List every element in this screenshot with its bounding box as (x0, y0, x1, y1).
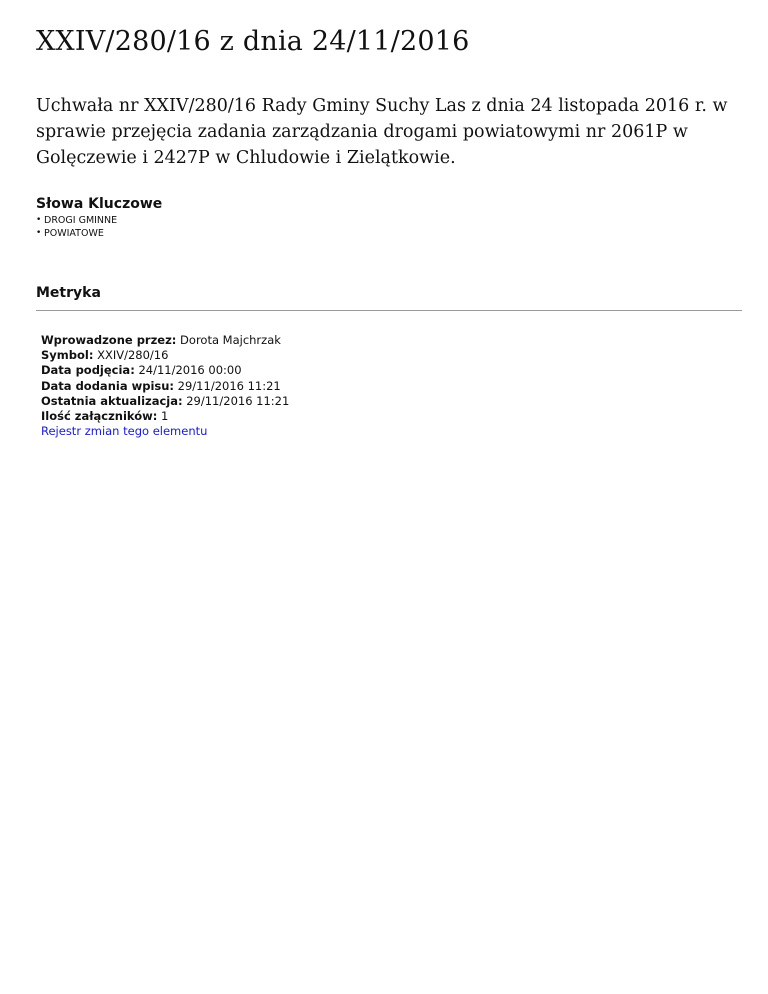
keyword-label: POWIATOWE (44, 228, 104, 239)
keyword-item (36, 214, 117, 227)
document-description: Uchwała nr XXIV/280/16 Rady Gminy Suchy Las z dnia 24 listopada 2016 r. w sprawie przejęcia zadania zarządzania drogami powiatowymi nr 2061P w Golęczewie i 2427P w Chludowie i Zielątkowie. (36, 96, 728, 168)
metadata-row-author (41, 333, 289, 348)
keywords-heading: Słowa Kluczowe (36, 196, 163, 212)
keywords-list (36, 214, 117, 240)
metadata-value: XXIV/280/16 (97, 348, 169, 363)
metadata-heading: Metryka (36, 285, 101, 301)
keyword-item (36, 227, 117, 240)
metadata-divider (36, 310, 742, 311)
metadata-row-adoption-date (41, 363, 289, 378)
metadata-value: Dorota Majchrzak (180, 333, 281, 347)
metadata-row-attachments (41, 409, 289, 424)
metadata-row-added-date (41, 379, 289, 394)
metadata-list (41, 333, 289, 439)
bullet-icon: • (36, 228, 42, 238)
change-history-link[interactable]: Rejestr zmian tego elementu (41, 424, 208, 439)
metadata-value: 29/11/2016 11:21 (186, 393, 290, 408)
metadata-value: 29/11/2016 11:21 (177, 378, 281, 393)
keyword-label: DROGI GMINNE (44, 215, 118, 226)
metadata-row-last-update (41, 394, 289, 409)
metadata-label: Data podjęcia: (41, 363, 135, 378)
metadata-label: Wprowadzone przez: (41, 333, 177, 347)
metadata-value: 24/11/2016 00:00 (138, 363, 242, 378)
metadata-label: Data dodania wpisu: (41, 378, 175, 393)
metadata-label: Ostatnia aktualizacja: (41, 393, 183, 408)
metadata-label: Symbol: (41, 348, 94, 363)
bullet-icon: • (36, 215, 42, 225)
page-title: XXIV/280/16 z dnia 24/11/2016 (36, 26, 470, 57)
metadata-label: Ilość załączników: (41, 409, 158, 424)
metadata-row-symbol (41, 348, 289, 363)
metadata-value: 1 (161, 409, 169, 424)
